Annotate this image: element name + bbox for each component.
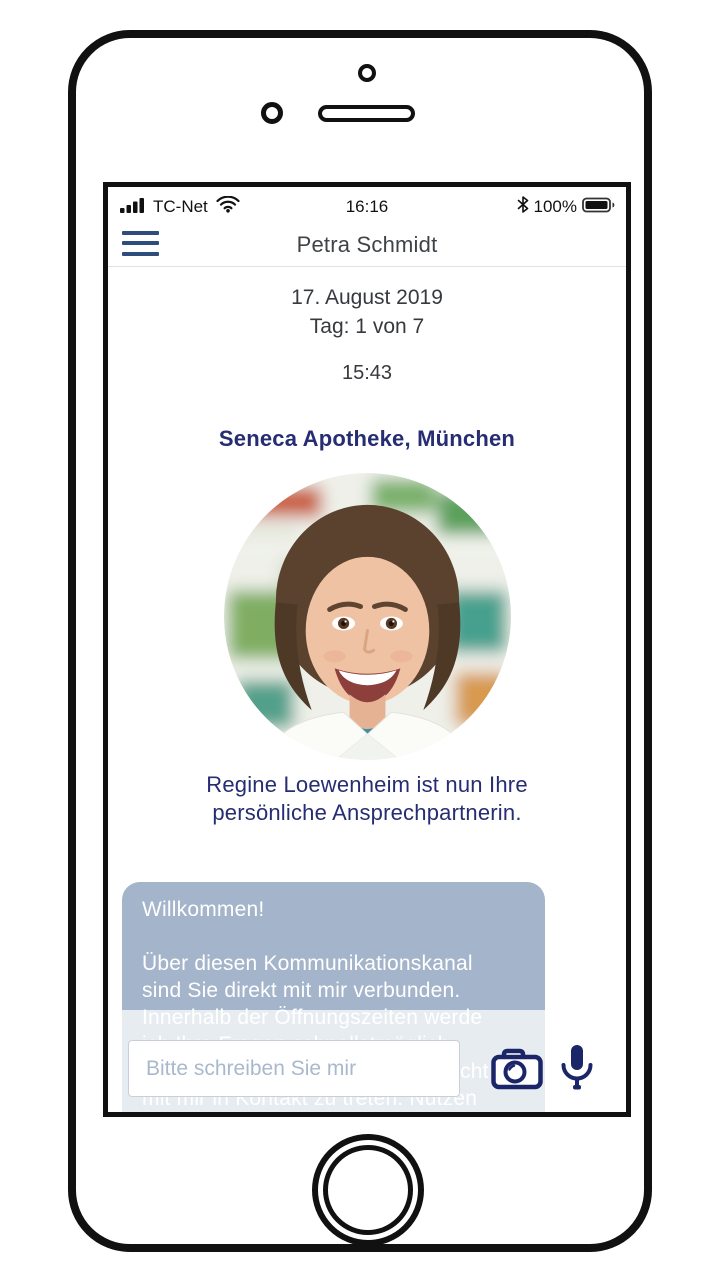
session-date: 17. August 2019	[291, 286, 443, 309]
contact-photo	[224, 473, 511, 760]
session-day-counter: Tag: 1 von 7	[309, 315, 425, 338]
chat-message-line	[142, 923, 525, 950]
microphone-button[interactable]	[560, 1044, 594, 1092]
camera-button[interactable]	[491, 1048, 543, 1090]
contact-intro	[108, 771, 626, 827]
home-button-ring	[323, 1145, 413, 1235]
menu-button[interactable]	[122, 229, 159, 257]
composer-bar	[108, 1010, 626, 1112]
session-time: 15:43	[341, 362, 393, 384]
pharmacist-avatar-image	[224, 473, 511, 760]
message-input[interactable]	[128, 1040, 460, 1097]
pharmacy-name: Seneca Apotheke, München	[218, 426, 516, 451]
microphone-icon	[560, 1044, 594, 1092]
carrier-label: TC-Net	[153, 197, 208, 216]
session-info	[108, 267, 626, 386]
chat-message-line: Willkommen!	[142, 898, 265, 921]
front-camera	[261, 102, 283, 124]
chat-message-line: Über diesen Kommunikationskanal	[142, 952, 473, 975]
contact-intro-line2: persönliche Ansprechpartnerin.	[212, 800, 522, 825]
sensor-dot	[358, 64, 376, 82]
chat-message-line: sind Sie direkt mit mir verbunden.	[142, 979, 461, 1002]
battery-percent: 100%	[533, 197, 577, 216]
camera-icon	[491, 1048, 543, 1090]
status-time: 16:16	[345, 197, 389, 216]
earpiece-speaker	[318, 105, 415, 122]
contact-intro-line1: Regine Loewenheim ist nun Ihre	[206, 772, 528, 797]
home-button[interactable]	[312, 1134, 424, 1246]
app-header	[108, 223, 626, 267]
phone-screen	[103, 182, 631, 1117]
menu-icon	[122, 231, 159, 235]
status-bar	[108, 187, 626, 223]
page-title: Petra Schmidt	[296, 231, 438, 257]
